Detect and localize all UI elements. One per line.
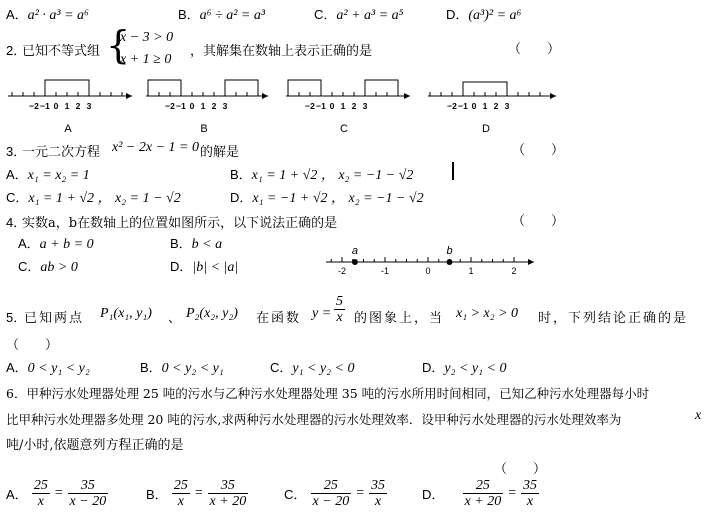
axis-arrow: [528, 259, 534, 265]
solution-band: [225, 80, 258, 96]
q3-stem-before: 一元二次方程: [22, 145, 101, 160]
q2-system-line1: x − 3 > 0: [120, 30, 174, 45]
tick-label: −1: [316, 101, 326, 111]
q2-system-brace: {: [106, 23, 131, 67]
q6-option-a[interactable]: A． $\frac{25}{x}$ = $\frac{35}{x - 20}$: [6, 478, 107, 509]
point-a: [352, 259, 358, 265]
q6-c-right-fraction: $\frac{35}{x}$: [370, 478, 385, 509]
q5-option-d[interactable]: D．y₂ < y₁ < 0: [422, 360, 507, 376]
figure-label: D: [482, 123, 490, 135]
q5-number: 5．: [6, 310, 27, 325]
q2-figure-b: [146, 80, 268, 135]
axis-arrow: [126, 93, 132, 99]
tick-label: −2: [165, 101, 175, 111]
q4-option-b[interactable]: B．b < a: [170, 236, 223, 252]
q1-option-d[interactable]: D．(a³)² = a⁶: [446, 7, 522, 23]
tick-label: 1: [468, 266, 474, 276]
tick-label: −2: [29, 101, 39, 111]
q1-option-b[interactable]: B．a⁶ ÷ a² = a³: [178, 7, 266, 23]
q3-option-d[interactable]: D．x₁ = −1 + √2 ， x₂ = −1 − √2: [230, 190, 424, 206]
q4-option-d[interactable]: D．|b| < |a|: [170, 259, 239, 275]
q2-number: 2．: [6, 43, 27, 58]
q5-stem-part1: 已知两点: [24, 311, 85, 326]
q2-figure-d: [428, 82, 556, 135]
q2-system-line2: x + 1 ≥ 0: [120, 52, 172, 67]
tick-label: 0: [425, 266, 431, 276]
q5-func-lhs: y =: [312, 306, 332, 321]
point-b: [447, 259, 453, 265]
q6-option-c[interactable]: C． $\frac{25}{x - 20}$ = $\frac{35}{x}$: [284, 478, 385, 509]
tick-label: −2: [305, 101, 315, 111]
q6-line3: 吨/小时,依题意列方程正确的是: [6, 438, 184, 453]
tick-label: 3: [222, 101, 228, 111]
q5-point-p2: P₂(x₂, y₂): [186, 306, 238, 321]
tick-label: 2: [211, 101, 217, 111]
tick-label: 1: [64, 101, 70, 111]
tick-label: −1: [176, 101, 186, 111]
q4-answer-paren[interactable]: （ ）: [512, 213, 565, 228]
tick-label: 3: [504, 101, 510, 111]
q5-point-p1: P₁(x₁, y₁): [100, 306, 152, 321]
q6-a-right-fraction: $\frac{35}{x - 20}$: [69, 478, 107, 509]
tick-label: 0: [329, 101, 335, 111]
q5-stem-part4: 时，下列结论正确的是: [538, 311, 689, 326]
solution-band: [288, 80, 321, 96]
q6-line1: 6．甲种污水处理器处理 25 吨的污水与乙种污水处理器处理 35 吨的污水所用时间相同，已知乙种污水处理器每小时: [6, 386, 650, 401]
q5-condition: x₁ > x₂ > 0: [456, 306, 519, 321]
q2-answer-paren[interactable]: （ ）: [508, 41, 561, 56]
axis-arrow: [550, 93, 556, 99]
q5-func-fraction: $\frac{5}{x}$: [336, 294, 343, 325]
tick-label: 3: [86, 101, 92, 111]
text-cursor: [452, 162, 454, 180]
q6-option-b[interactable]: B． $\frac{25}{x}$ = $\frac{35}{x + 20}$: [146, 478, 247, 509]
q6-line2-variable: x: [695, 408, 702, 423]
figure-label: A: [64, 123, 72, 135]
tick-label: 2: [351, 101, 357, 111]
q4-stem: 实数a，b在数轴上的位置如图所示，以下说法正确的是: [22, 216, 338, 231]
q3-option-b[interactable]: B．x₁ = 1 + √2 ， x₂ = −1 − √2: [230, 167, 414, 183]
q2-stem-after: ，其解集在数轴上表示正确的是: [190, 44, 373, 59]
q6-c-left-fraction: $\frac{25}{x - 20}$: [312, 478, 350, 509]
q3-option-a[interactable]: A．x₁ = x₂ = 1: [6, 167, 90, 183]
tick-label: -2: [337, 266, 347, 276]
tick-label: 3: [362, 101, 368, 111]
tick-label: 2: [75, 101, 81, 111]
solution-band: [148, 80, 181, 96]
q6-line2: 比甲种污水处理器多处理 20 吨的污水,求两种污水处理器的污水处理效率．设甲种污水处理器的污水处理效率为: [6, 412, 622, 427]
q5-option-a[interactable]: A．0 < y₁ < y₂: [6, 360, 90, 376]
q6-a-left-fraction: $\frac{25}{x}$: [33, 478, 48, 509]
q4-option-a[interactable]: A．a + b = 0: [18, 236, 94, 252]
axis-arrow: [262, 93, 268, 99]
q6-b-right-fraction: $\frac{35}{x + 20}$: [209, 478, 247, 509]
q5-stem-part2: 在函数: [256, 311, 302, 326]
q5-stem-part3: 的图象上，当: [354, 311, 445, 326]
q4-option-c[interactable]: C．ab > 0: [18, 259, 78, 275]
q2-figures: [0, 74, 708, 138]
point-a-label: a: [351, 245, 358, 257]
q4-number-line: [320, 238, 540, 278]
figure-label: C: [340, 123, 348, 135]
tick-label: −2: [447, 101, 457, 111]
q3-stem-after: 的解是: [200, 145, 240, 160]
q1-option-a[interactable]: A．a² · a³ = a⁶: [6, 7, 89, 23]
tick-label: 1: [200, 101, 206, 111]
figure-label: B: [200, 123, 208, 135]
q1-option-c[interactable]: C．a² + a³ = a⁵: [314, 7, 404, 23]
q5-option-b[interactable]: B．0 < y₂ < y₁: [140, 360, 224, 376]
tick-label: -1: [380, 266, 390, 276]
tick-label: 2: [493, 101, 499, 111]
q5-separator: 、: [168, 311, 182, 326]
q5-answer-paren[interactable]: （ ）: [6, 337, 59, 352]
tick-label: 0: [189, 101, 195, 111]
q3-answer-paren[interactable]: （ ）: [512, 142, 565, 157]
q2-figure-a: [8, 80, 132, 135]
q6-b-left-fraction: $\frac{25}{x}$: [173, 478, 188, 509]
q3-number: 3．: [6, 144, 27, 159]
q2-stem-before: 已知不等式组: [22, 44, 101, 59]
q2-figure-c: [286, 80, 410, 135]
point-b-label: b: [446, 245, 453, 257]
tick-label: 2: [511, 266, 517, 276]
q6-answer-paren[interactable]: （ ）: [494, 461, 547, 476]
q3-option-c[interactable]: C．x₁ = 1 + √2 ， x₂ = 1 − √2: [6, 190, 181, 206]
axis-arrow: [404, 93, 410, 99]
tick-label: 0: [53, 101, 59, 111]
solution-band: [365, 80, 398, 96]
tick-label: 1: [482, 101, 488, 111]
q6-option-d[interactable]: D． $\frac{25}{x + 20}$ = $\frac{35}{x}$: [422, 478, 537, 509]
tick-label: 0: [471, 101, 477, 111]
tick-label: −1: [458, 101, 468, 111]
q3-equation: x² − 2x − 1 = 0: [112, 140, 199, 155]
q6-d-left-fraction: $\frac{25}{x + 20}$: [464, 478, 502, 509]
q4-number: 4．: [6, 215, 27, 230]
tick-label: −1: [40, 101, 50, 111]
q5-option-c[interactable]: C．y₁ < y₂ < 0: [270, 360, 355, 376]
q6-d-right-fraction: $\frac{35}{x}$: [522, 478, 537, 509]
tick-label: 1: [340, 101, 346, 111]
